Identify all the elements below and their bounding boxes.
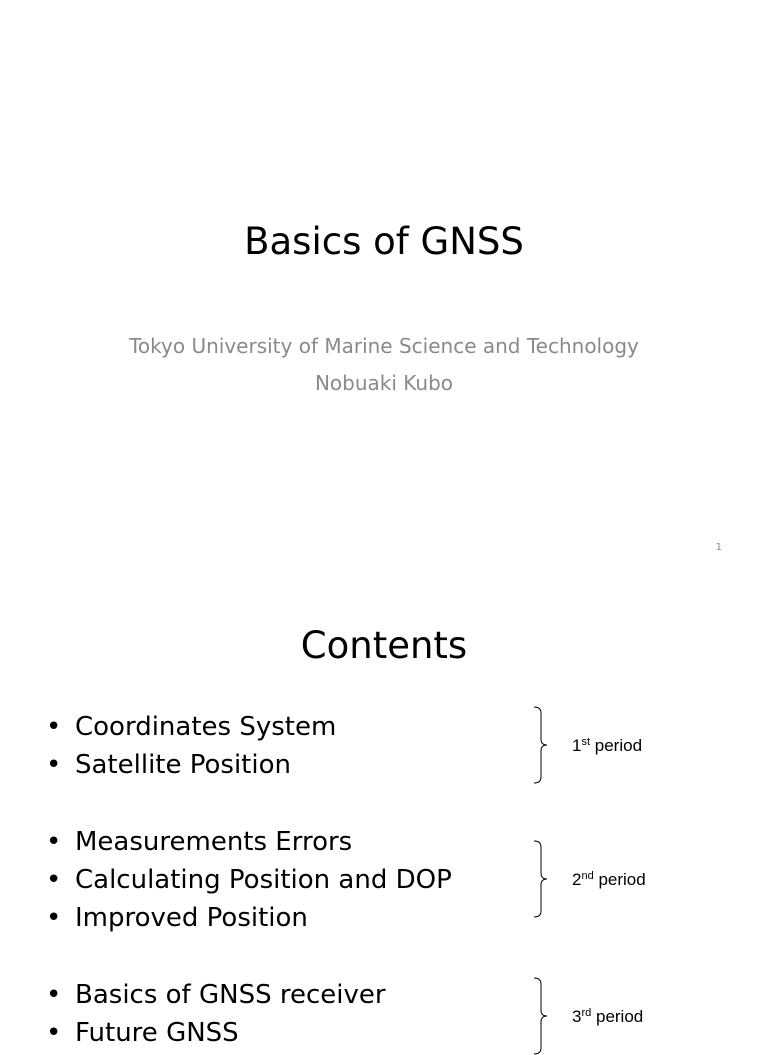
contents-title: Contents xyxy=(300,624,468,667)
bullet-dot: • xyxy=(46,980,62,1010)
slide-title: Basics of GNSS xyxy=(244,220,524,263)
period-suffix: nd xyxy=(581,870,594,882)
bullet-dot: • xyxy=(46,712,62,742)
period-text: period xyxy=(595,1007,644,1026)
list-item-label: Basics of GNSS receiver xyxy=(75,980,386,1010)
period-label xyxy=(572,870,646,890)
list-item xyxy=(46,1014,239,1052)
period-label xyxy=(572,1007,643,1027)
institution-subtitle: Tokyo University of Marine Science and Technology xyxy=(129,334,639,358)
contents-slide xyxy=(0,576,768,1048)
list-item-label: Measurements Errors xyxy=(75,827,353,857)
list-item xyxy=(46,746,291,784)
period-suffix: st xyxy=(581,736,591,748)
list-item xyxy=(46,899,308,937)
list-item-label: Satellite Position xyxy=(75,750,291,780)
period-label xyxy=(572,736,642,756)
list-item-label: Coordinates System xyxy=(75,712,337,742)
page-number: 1 xyxy=(715,542,722,553)
list-item-label: Future GNSS xyxy=(75,1018,239,1048)
period-number: 1 xyxy=(572,736,582,755)
bullet-dot: • xyxy=(46,903,62,933)
list-item-label: Calculating Position and DOP xyxy=(75,865,452,895)
period-suffix: rd xyxy=(581,1007,592,1019)
list-item xyxy=(46,708,336,746)
brace-icon xyxy=(530,977,556,1055)
brace-icon xyxy=(530,706,556,784)
list-item xyxy=(46,823,352,861)
period-number: 2 xyxy=(572,870,582,889)
list-item-label: Improved Position xyxy=(75,903,308,933)
period-text: period xyxy=(598,870,646,889)
brace-icon xyxy=(530,840,556,918)
period-number: 3 xyxy=(572,1007,582,1026)
bullet-dot: • xyxy=(46,865,62,895)
bullet-dot: • xyxy=(46,827,62,857)
period-text: period xyxy=(594,736,643,755)
list-item xyxy=(46,861,452,899)
author-subtitle: Nobuaki Kubo xyxy=(314,371,454,395)
bullet-dot: • xyxy=(46,750,62,780)
list-item xyxy=(46,976,386,1014)
bullet-dot: • xyxy=(46,1018,62,1048)
